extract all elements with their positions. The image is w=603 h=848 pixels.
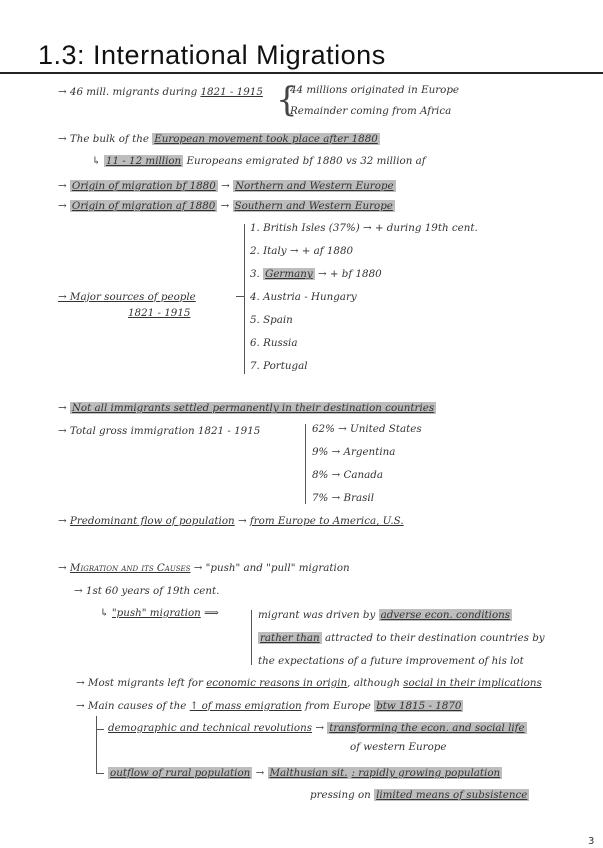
text: →	[255, 767, 265, 779]
line-emigrated-numbers	[92, 155, 426, 168]
line-main-causes	[76, 700, 463, 713]
text: →	[221, 180, 230, 192]
text: →	[58, 200, 67, 212]
dest-brasil: 7% → Brasil	[312, 492, 375, 504]
text: pressing on	[310, 789, 371, 801]
text: → The bulk of the	[58, 133, 149, 145]
highlight: Northern and Western Europe	[234, 180, 394, 192]
source-russia: 6. Russia	[250, 337, 298, 349]
title-underline	[0, 72, 603, 74]
text: migrant was driven by	[258, 609, 376, 621]
text: →	[58, 515, 67, 527]
source-british-isles: 1. British Isles (37%) → + during 19th cent.	[250, 222, 478, 234]
highlight: 11 - 12 million	[105, 155, 182, 167]
text: from Europe	[304, 700, 371, 712]
cause-western-europe: of western Europe	[350, 741, 447, 753]
text: → Main causes of the	[76, 700, 187, 712]
line-migration-causes	[58, 562, 350, 575]
text: , although	[347, 677, 400, 689]
line-africa-origin: Remainder coming from Africa	[290, 105, 452, 117]
text: → Most migrants left for	[76, 677, 203, 689]
line-origin-after	[58, 200, 395, 213]
text: Predominant flow of population	[69, 515, 235, 527]
highlight: Origin of migration af 1880	[71, 200, 216, 212]
source-austria: 4. Austria - Hungary	[250, 291, 357, 303]
source-italy: 2. Italy → + af 1880	[250, 245, 354, 257]
brace: {	[276, 80, 298, 120]
cause-revolutions	[108, 722, 527, 735]
text: ↳	[92, 155, 101, 167]
text: 3.	[250, 268, 260, 280]
highlight: Not all immigrants settled permanently in their destination countries	[71, 402, 435, 414]
highlight: rather than	[260, 632, 320, 644]
push-line-3: the expectations of a future improvement of his lot	[258, 655, 524, 667]
text: →	[58, 402, 67, 414]
line-predominant-flow	[58, 515, 404, 528]
line-gross-immigration: → Total gross immigration 1821 - 1915	[58, 425, 261, 437]
text: →	[58, 180, 67, 192]
text: ↳	[100, 607, 109, 619]
text: social in their implications	[403, 677, 542, 689]
text: → 46 mill. migrants during	[58, 86, 198, 98]
line-migrants-count	[58, 86, 263, 99]
text: ↑ of mass emigration	[189, 700, 302, 712]
line-bulk-movement	[58, 133, 380, 146]
line-first-60-years: → 1st 60 years of 19th cent.	[74, 585, 220, 597]
source-germany	[250, 268, 382, 281]
text: Migration and its Causes	[69, 562, 191, 574]
dest-us: 62% → United States	[312, 423, 422, 435]
text: Europeans emigrated bf 1880 vs 32 million af	[186, 155, 426, 167]
text: ⟹	[204, 607, 219, 619]
brace-line	[244, 224, 245, 374]
text: → + bf 1880	[317, 268, 382, 280]
text: →	[220, 200, 230, 212]
cause-branch	[96, 729, 104, 730]
text: →	[237, 515, 247, 527]
text: 1821 - 1915	[200, 86, 263, 98]
text: → Major sources of people	[58, 291, 196, 303]
cause-tree-line	[96, 716, 97, 774]
highlight: Southern and Western Europe	[234, 200, 393, 212]
source-spain: 5. Spain	[250, 314, 293, 326]
line-economic-reasons	[76, 677, 542, 690]
push-line-2	[258, 632, 545, 645]
highlight: Origin of migration bf 1880	[71, 180, 216, 192]
text: 1821 - 1915	[128, 307, 191, 319]
line-push-migration	[100, 607, 219, 620]
page-number: 3	[588, 836, 595, 847]
cause-subsistence	[310, 789, 529, 802]
text: attracted to their destination countries by	[324, 632, 545, 644]
dest-canada: 8% → Canada	[312, 469, 384, 481]
highlight: adverse econ. conditions	[380, 609, 511, 621]
highlight: btw 1815 - 1870	[376, 700, 462, 712]
page-title: 1.3: International Migrations	[38, 40, 386, 70]
cause-rural-outflow	[108, 767, 502, 780]
brace-line	[305, 424, 306, 504]
brace-tip	[236, 296, 244, 297]
dest-argentina: 9% → Argentina	[312, 446, 396, 458]
highlight: Malthusian sit.	[269, 767, 348, 779]
highlight: limited means of subsistence	[376, 789, 528, 801]
highlight: : rapidly growing population	[351, 767, 501, 779]
major-sources-label	[58, 291, 196, 304]
line-not-all-settled	[58, 402, 436, 415]
text: "push" migration	[111, 607, 201, 619]
highlight: outflow of rural population	[110, 767, 251, 779]
text: from Europe to America, U.S.	[249, 515, 404, 527]
bracket-line	[251, 610, 252, 665]
highlight: Germany	[265, 268, 313, 280]
text: →	[315, 722, 324, 734]
line-europe-origin: 44 millions originated in Europe	[290, 84, 460, 96]
text: → "push" and "pull" migration	[193, 562, 350, 574]
text: demographic and technical revolutions	[108, 722, 313, 734]
push-line-1	[258, 609, 512, 622]
highlight: European movement took place after 1880	[154, 133, 378, 145]
highlight: transforming the econ. and social life	[329, 722, 525, 734]
major-sources-years	[128, 307, 190, 320]
text: →	[58, 562, 67, 574]
line-origin-before	[58, 180, 396, 193]
text: economic reasons in origin	[206, 677, 348, 689]
source-portugal: 7. Portugal	[250, 360, 308, 372]
cause-branch	[96, 773, 104, 774]
